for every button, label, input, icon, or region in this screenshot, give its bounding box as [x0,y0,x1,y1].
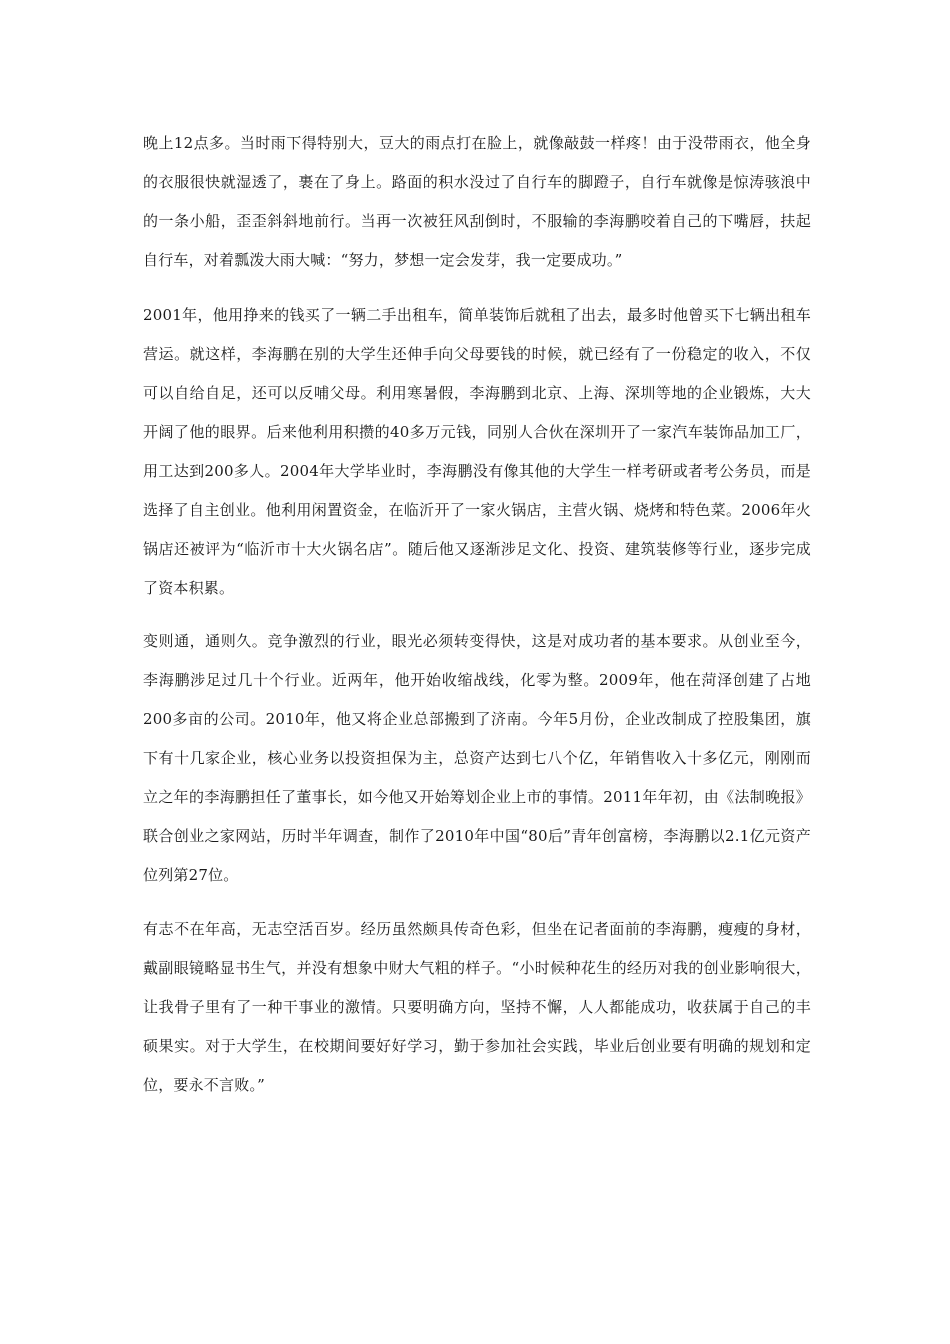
paragraph-1: 晚上12点多。当时雨下得特别大，豆大的雨点打在脸上，就像敲鼓一样疼！由于没带雨衣，他全身的衣服很快就湿透了，裹在了身上。路面的积水没过了自行车的脚蹬子，自行车就像是惊涛骇浪中的一条小船，歪歪斜斜地前行。当再一次被狂风刮倒时，不服输的李海鹏咬着自己的下嘴唇，扶起自行车，对着瓢泼大雨大喊：“努力，梦想一定会发芽，我一定要成功。” [143,134,811,269]
paragraph-3: 变则通，通则久。竞争激烈的行业，眼光必须转变得快，这是对成功者的基本要求。从创业至今，李海鹏涉足过几十个行业。近两年，他开始收缩战线，化零为整。2009年，他在菏泽创建了占地200多亩的公司。2010年，他又将企业总部搬到了济南。今年5月份，企业改制成了控股集团，旗下有十几家企业，核心业务以投资担保为主，总资产达到七八个亿，年销售收入十多亿元，刚刚而立之年的李海鹏担任了董事长，如今他又开始筹划企业上市的事情。2011年年初，由《法制晚报》联合创业之家网站，历时半年调查，制作了2010年中国“80后”青年创富榜，李海鹏以2.1亿元资产位列第27位。 [143,632,811,884]
paragraph-4: 有志不在年高，无志空活百岁。经历虽然颇具传奇色彩，但坐在记者面前的李海鹏，瘦瘦的身材，戴副眼镜略显书生气，并没有想象中财大气粗的样子。“小时候种花生的经历对我的创业影响很大，让我骨子里有了一种干事业的激情。只要明确方向，坚持不懈，人人都能成功，收获属于自己的丰硕果实。对于大学生，在校期间要好好学习，勤于参加社会实践，毕业后创业要有明确的规划和定位，要永不言败。” [143,920,811,1094]
paragraph-2: 2001年，他用挣来的钱买了一辆二手出租车，简单装饰后就租了出去，最多时他曾买下七辆出租车营运。就这样，李海鹏在别的大学生还伸手向父母要钱的时候，就已经有了一份稳定的收入，不仅可以自给自足，还可以反哺父母。利用寒暑假，李海鹏到北京、上海、深圳等地的企业锻炼，大大开阔了他的眼界。后来他利用积攒的40多万元钱，同别人合伙在深圳开了一家汽车装饰品加工厂，用工达到200多人。2004年大学毕业时，李海鹏没有像其他的大学生一样考研或者考公务员，而是选择了自主创业。他利用闲置资金，在临沂开了一家火锅店，主营火锅、烧烤和特色菜。2006年火锅店还被评为“临沂市十大火锅名店”。随后他又逐渐涉足文化、投资、建筑装修等行业，逐步完成了资本积累。 [143,306,811,597]
article-body [143,124,811,1121]
